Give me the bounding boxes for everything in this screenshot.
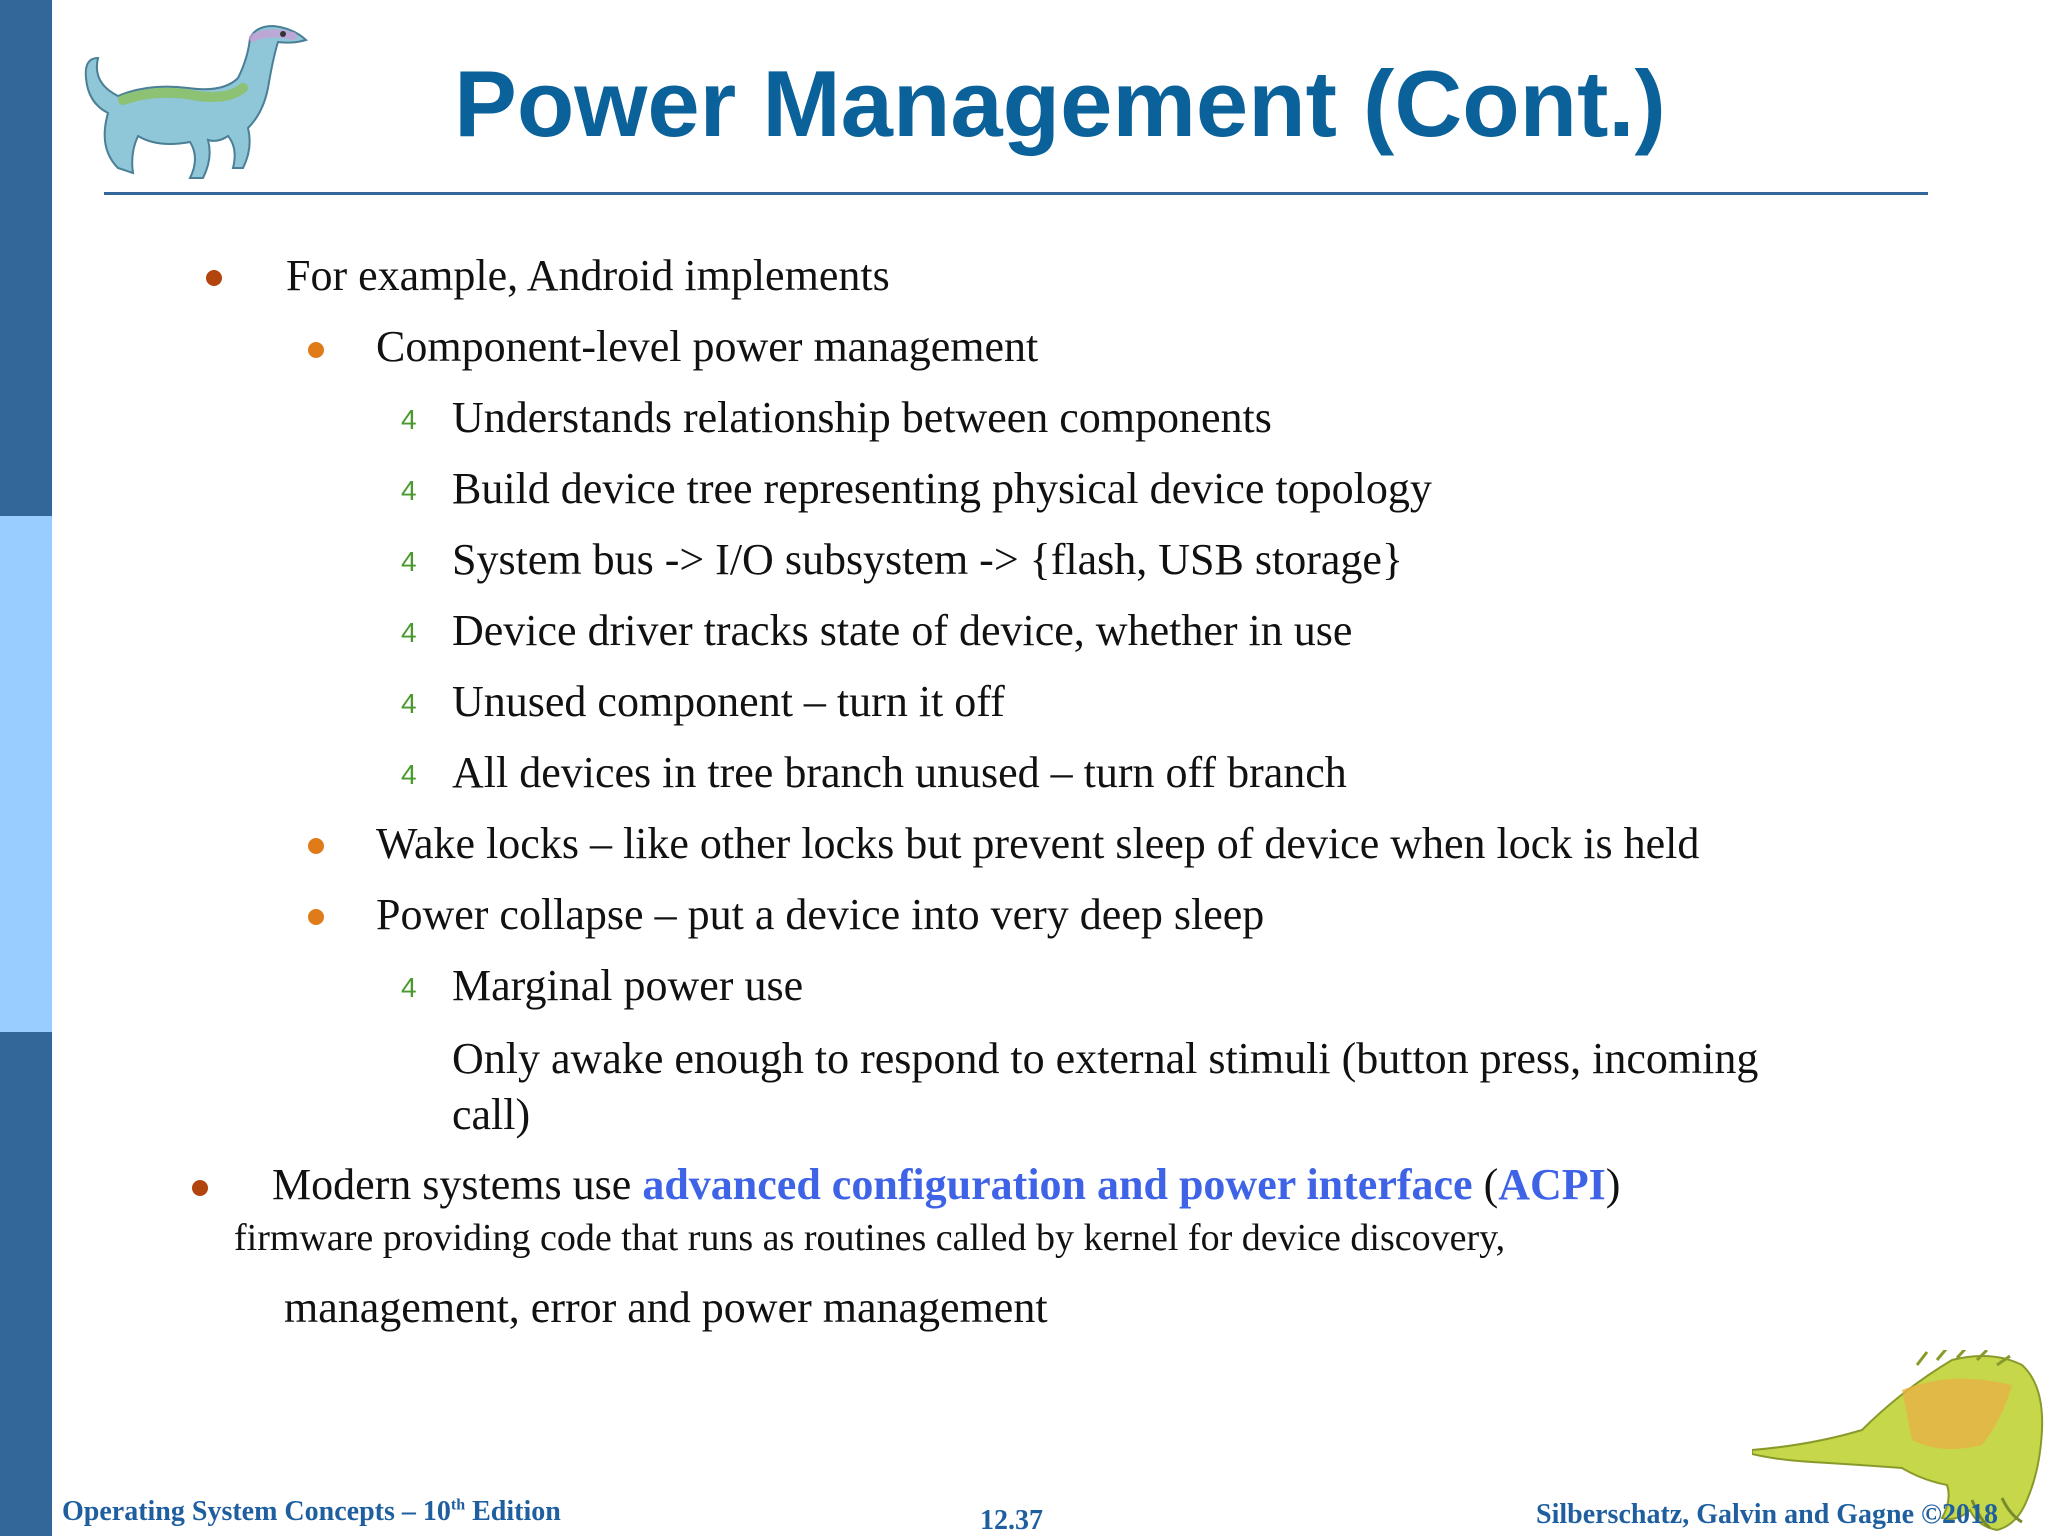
sub-marker-icon: 4 xyxy=(401,972,417,1003)
sub-marker-icon: 4 xyxy=(401,688,417,719)
side-bar-top xyxy=(0,0,52,516)
sub-bullet-item: System bus -> I/O subsystem -> {flash, USB storage} xyxy=(452,535,1404,584)
sub-bullet-item: All devices in tree branch unused – turn off branch xyxy=(452,748,1347,797)
sub-bullet-item: Understands relationship between components xyxy=(452,393,1272,442)
footer-authors: Silberschatz, Galvin and Gagne ©2018 xyxy=(1536,1499,1998,1530)
continuation-text: Only awake enough to respond to external stimuli (button press, incoming xyxy=(452,1034,1759,1083)
side-bar-bottom xyxy=(0,1032,52,1536)
acpi-close-paren: ) xyxy=(1605,1160,1621,1209)
bullet-wake-locks: Wake locks – like other locks but prevent sleep of device when lock is held xyxy=(376,819,1700,868)
sub-marker-icon: 4 xyxy=(401,617,417,648)
footer-edition-text: Edition xyxy=(465,1496,561,1527)
continuation-text: call) xyxy=(452,1090,531,1139)
bullet-level2-icon xyxy=(308,838,324,854)
sub-marker-icon: 4 xyxy=(401,404,417,435)
bullet-level2-icon xyxy=(308,909,324,925)
footer-book-title xyxy=(62,1496,561,1528)
bullet-level2-icon xyxy=(308,342,324,358)
sub-bullet-item: Unused component – turn it off xyxy=(452,677,1005,726)
bullet-android: For example, Android implements xyxy=(286,251,890,300)
acpi-acronym: ACPI xyxy=(1498,1160,1606,1209)
sub-marker-icon: 4 xyxy=(401,546,417,577)
acpi-term: advanced configuration and power interface xyxy=(642,1160,1473,1209)
slide-title: Power Management (Cont.) xyxy=(454,51,1666,156)
bullet-level1-icon xyxy=(206,270,222,286)
footer-edition-superscript: th xyxy=(450,1496,466,1514)
acpi-description-line: management, error and power management xyxy=(284,1283,1048,1332)
dinosaur-logo-icon xyxy=(78,18,318,193)
footer-page-number: 12.37 xyxy=(980,1505,1043,1536)
side-bar-middle xyxy=(0,516,52,1032)
bullet-level1-icon xyxy=(192,1180,208,1196)
sub-marker-icon: 4 xyxy=(401,475,417,506)
bullet-component-level: Component-level power management xyxy=(376,322,1039,371)
acpi-intro-text: Modern systems use xyxy=(272,1160,643,1209)
sub-bullet-marginal-power: Marginal power use xyxy=(452,961,804,1010)
acpi-description-line: firmware providing code that runs as routines called by kernel for device discovery, xyxy=(234,1217,1506,1259)
bullet-power-collapse: Power collapse – put a device into very deep sleep xyxy=(376,890,1265,939)
footer-book-title-text: Operating System Concepts – 10 xyxy=(62,1496,451,1527)
sub-bullet-item: Build device tree representing physical device topology xyxy=(452,464,1432,513)
sub-marker-icon: 4 xyxy=(401,759,417,790)
sub-bullet-item: Device driver tracks state of device, whether in use xyxy=(452,606,1353,655)
acpi-open-paren: ( xyxy=(1472,1160,1499,1209)
bullet-acpi xyxy=(272,1160,1620,1211)
title-divider xyxy=(104,192,1928,195)
